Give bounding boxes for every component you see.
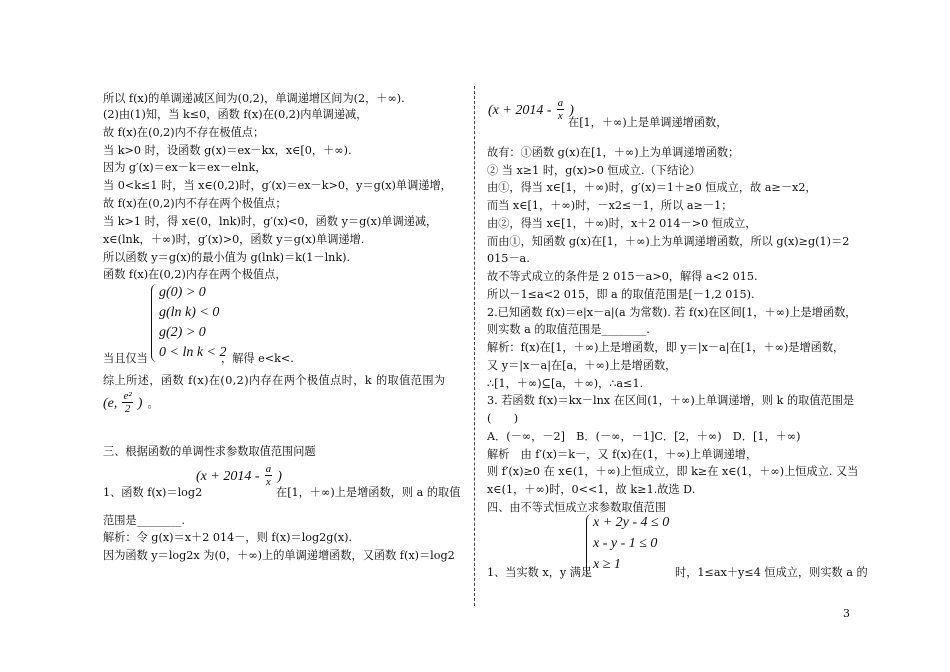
right-line-13: 又 y＝|x－a|在[a，＋∞)上是增函数，	[487, 359, 677, 372]
right-line-5: 由②，得当 x∈[1，＋∞)时，x＋2 014－>0 恒成立，	[487, 217, 757, 230]
left-log-arg-fraction	[265, 463, 273, 488]
q1-line2: 范围是________.	[103, 514, 185, 527]
right-system-row-3: x ≥ 1	[593, 557, 621, 572]
left-line-8: 当 k>1 时，得 x∈(0，lnk)时，g′(x)<0，函数 y＝g(x)单调递减，	[103, 215, 438, 228]
left-log-arg-num: a	[265, 463, 272, 475]
q1-suffix: 在[1，＋∞)上是增函数，则 a 的取值	[276, 486, 461, 499]
left-line-2: (2)由(1)知，当 k≤0，函数 f(x)在(0,2)内单调递减，	[103, 108, 368, 121]
right-line-1: 故有：①函数 g(x)在[1，＋∞)上为单调递增函数；	[487, 146, 740, 159]
left-system-row-1: g(0) > 0	[159, 285, 206, 300]
right-line-10: 2.已知函数 f(x)＝e|x－a|(a 为常数). 若 f(x)在区间[1，＋∞)上是增函数，	[487, 306, 857, 319]
k-range-open: (e,	[103, 396, 118, 411]
k-range-den: 2	[124, 403, 131, 415]
left-log-arg-close: )	[277, 469, 282, 484]
right-line-12: 解析：f(x)在[1，＋∞)上是增函数，即 y＝|x－a|在[1，＋∞)是增函数，	[487, 341, 845, 354]
right-expr-suffix: 在[1，＋∞)上是单调递增函数，	[568, 116, 728, 129]
left-line-3: 故 f(x)在(0,2)内不存在极值点；	[103, 126, 265, 139]
iff-prefix: 当且仅当	[103, 352, 148, 365]
left-line-5: 因为 g′(x)＝ex－k＝ex－elnk，	[103, 161, 267, 174]
right-line-21: 四、由不等式恒成立求参数取值范围	[487, 501, 667, 514]
left-line-10: 所以函数 y＝g(x)的最小值为 g(lnk)＝k(1－lnk).	[103, 251, 351, 264]
right-line-3: 由①，得当 x∈[1，＋∞)时，g′(x)＝1＋≥0 恒成立，故 a≥－x2，	[487, 181, 817, 194]
left-line-1: 所以 f(x)的单调递减区间为(0,2)，单调递增区间为(2，＋∞).	[103, 92, 405, 105]
page-number: 3	[843, 607, 850, 620]
iff-suffix: ，解得 e<k<.	[221, 352, 294, 365]
right-system-row-1: x + 2y - 4 ≤ 0	[593, 515, 670, 530]
k-range-close: )	[137, 396, 143, 411]
right-line-15: 3. 若函数 f(x)＝kx－lnx 在区间(1，＋∞)上单调递增，则 k 的取值范围是	[487, 394, 855, 407]
right-log-arg	[488, 97, 574, 122]
left-line-6: 当 0<k≤1 时，当 x∈(0,2)时，g′(x)＝ex－k>0，y＝g(x)单调递增，	[103, 179, 452, 192]
right-system-row-2: x - y - 1 ≤ 0	[593, 536, 658, 551]
q1-prefix: 1、函数 f(x)＝log2	[103, 486, 203, 499]
left-log-arg	[196, 463, 282, 488]
q1-solution-2: 因为函数 y＝log2x 为(0，＋∞)上的单调递增函数，又函数 f(x)＝log2	[103, 549, 455, 562]
right-line-17: A．(－∞，－2] B．(－∞，－1]C．[2，＋∞) D．[1，＋∞)	[487, 430, 801, 443]
right-log-arg-fraction	[557, 97, 565, 122]
left-summary: 综上所述，函数 f(x)在(0,2)内存在两个极值点时，k 的取值范围为	[103, 374, 446, 387]
left-line-7: 故 f(x)在(0,2)内不存在两个极值点；	[103, 197, 287, 210]
k-range	[103, 390, 159, 415]
right-line-9: 所以－1≤a<2 015，即 a 的取值范围是[－1,2 015).	[487, 288, 755, 301]
right-log-arg-den: x	[557, 110, 563, 122]
k-range-dot: 。	[147, 397, 159, 410]
right-line-14: ∴[1，＋∞)⊆[a，＋∞)，∴a≤1.	[487, 377, 644, 390]
q-last-prefix: 1、当实数 x，y 满足	[487, 566, 593, 579]
left-system-row-2: g(ln k) < 0	[159, 305, 220, 320]
right-log-arg-close: )	[569, 103, 574, 118]
right-line-6: 而由①，知函数 g(x)在[1，＋∞)上为单调递增函数，所以 g(x)≥g(1)＝2	[487, 235, 850, 248]
left-line-4: 当 k>0 时，设函数 g(x)＝ex－kx，x∈[0，＋∞).	[103, 144, 352, 157]
right-line-11: 则实数 a 的取值范围是________.	[487, 323, 650, 336]
left-log-arg-open: (x + 2014 -	[196, 469, 260, 484]
section-3-heading: 三、根据函数的单调性求参数取值范围问题	[103, 445, 316, 458]
left-system-row-3: g(2) > 0	[159, 325, 206, 340]
right-line-4: 而当 x∈[1，＋∞)时，－x2≤－1，所以 a≥－1；	[487, 199, 733, 212]
left-line-9: x∈(lnk，＋∞)时，g′(x)>0，函数 y＝g(x)单调递增.	[103, 233, 365, 246]
left-line-11: 函数 f(x)在(0,2)内存在两个极值点，	[103, 268, 287, 281]
left-system-row-4: 0 < ln k < 2	[159, 345, 227, 360]
q-last-suffix: 时，1≤ax＋y≤4 恒成立，则实数 a 的	[675, 566, 868, 579]
q1-solution-1: 解析：令 g(x)＝x＋2 014－，则 f(x)＝log2g(x).	[103, 531, 353, 544]
right-line-2: ② 当 x≥1 时，g(x)>0 恒成立.（下结论）	[487, 164, 701, 177]
right-line-8: 故不等式成立的条件是 2 015－a>0，解得 a<2 015.	[487, 270, 758, 283]
left-log-arg-den: x	[265, 476, 271, 488]
column-divider	[474, 86, 476, 606]
right-line-20: x∈(1，＋∞)时，0<<1，故 k≥1.故选 D.	[487, 483, 696, 496]
right-line-7: 015－a.	[487, 252, 530, 265]
k-range-fraction	[122, 390, 132, 415]
left-system-brace	[151, 284, 158, 362]
right-line-16: ( )	[487, 412, 519, 425]
k-range-num: e²	[123, 390, 132, 402]
right-line-19: 则 f′(x)≥0 在 x∈(1，＋∞)上恒成立，即 k≥在 x∈(1，＋∞)上恒成立. 又当	[487, 465, 859, 478]
right-log-arg-num: a	[557, 97, 564, 109]
right-line-18: 解析 由 f′(x)＝k－，又 f(x)在(1，＋∞)上单调递增，	[487, 448, 758, 461]
right-log-arg-open: (x + 2014 -	[488, 103, 552, 118]
